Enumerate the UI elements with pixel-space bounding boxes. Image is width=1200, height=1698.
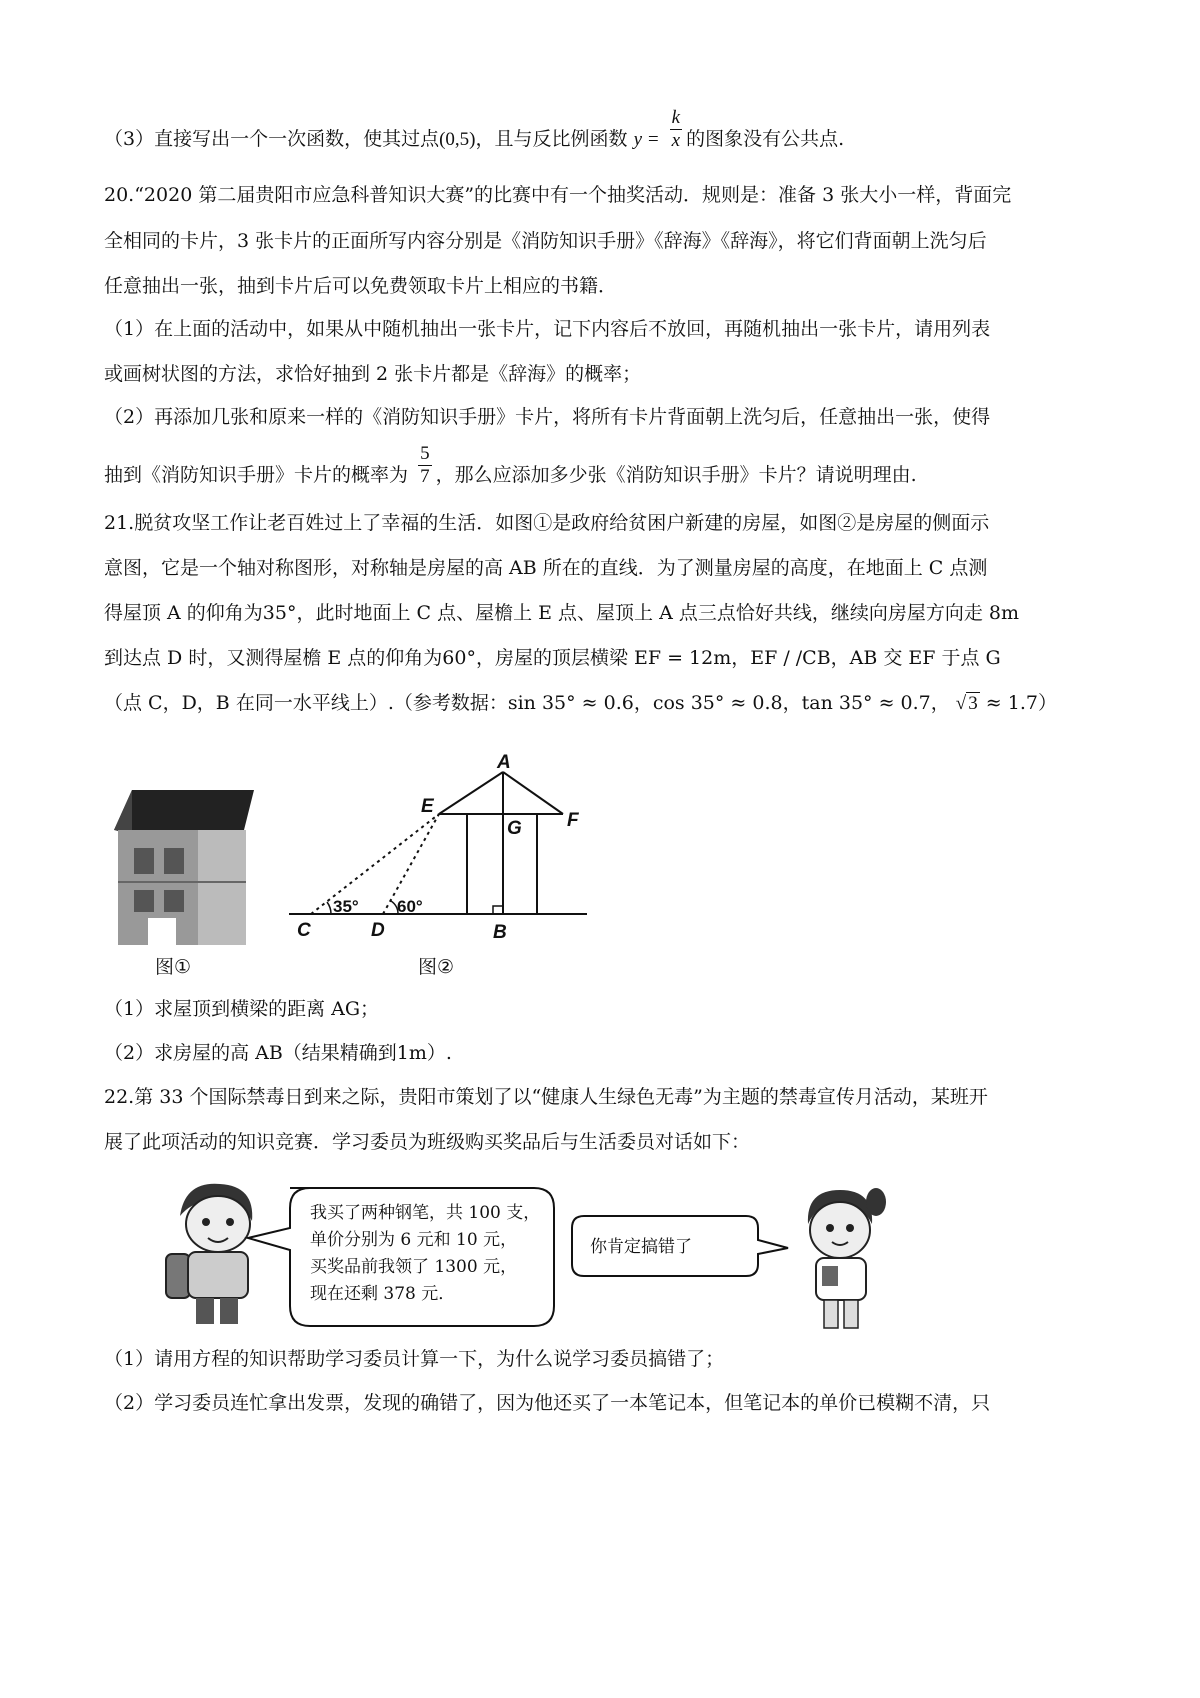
q19-part3-prefix: （3）直接写出一个一次函数，使其过点 xyxy=(104,128,440,150)
q22-line2: 展了此项活动的知识竞赛．学习委员为班级购买奖品后与生活委员对话如下： xyxy=(104,1131,751,1153)
q19-suffix: 的图象没有公共点. xyxy=(686,128,845,150)
label-C: C xyxy=(297,920,311,941)
boy-body xyxy=(188,1252,248,1298)
roof-left-edge xyxy=(439,772,503,814)
q22-line1: 22.第 33 个国际禁毒日到来之际，贵阳市策划了以“健康人生绿色无毒”为主题的禁毒宣传月活动，某班开 xyxy=(104,1086,988,1108)
q21-line5 xyxy=(104,690,1057,717)
figure2-caption: 图② xyxy=(418,956,455,978)
q20-part1-line1: （1）在上面的活动中，如果从中随机抽出一张卡片，记下内容后不放回，再随机抽出一张卡片，请用列表 xyxy=(104,318,991,340)
boy-eye xyxy=(226,1218,234,1226)
bubble2-text: 你肯定搞错了 xyxy=(590,1237,692,1257)
q19-part3 xyxy=(104,106,845,153)
house-door xyxy=(148,918,176,945)
boy-face xyxy=(186,1196,250,1252)
q20-part2-line1: （2）再添加几张和原来一样的《消防知识手册》卡片，将所有卡片背面朝上洗匀后，任意抽出一张，使得 xyxy=(104,406,991,428)
house-window xyxy=(164,890,184,912)
angle60-label: 60° xyxy=(397,897,423,916)
label-B: B xyxy=(493,922,507,943)
sqrt-radicand: 3 xyxy=(968,693,978,714)
q21-line5-suffix: ≈ 1.7） xyxy=(985,692,1057,714)
girl-book xyxy=(822,1266,838,1286)
house-window xyxy=(134,848,154,874)
q20-frac-num: 5 xyxy=(420,442,430,464)
bubble1-line: 单价分别为 6 元和 10 元， xyxy=(310,1230,518,1250)
q20-part1-line2: 或画树状图的方法，求恰好抽到 2 张卡片都是《辞海》的概率； xyxy=(104,363,642,385)
q21-line4: 到达点 D 时，又测得屋檐 E 点的仰角为60°，房屋的顶层横梁 EF = 12m，EF / /CB，AB 交 EF 于点 G xyxy=(104,647,1001,669)
label-G: G xyxy=(507,818,522,839)
boy-backpack xyxy=(166,1254,190,1298)
q19-fraction xyxy=(670,107,682,152)
q20-line1: 20.“2020 第二届贵阳市应急科普知识大赛”的比赛中有一个抽奖活动．规则是：准备 3 张大小一样，背面完 xyxy=(104,184,1012,206)
q22-part1: （1）请用方程的知识帮助学习委员计算一下，为什么说学习委员搞错了； xyxy=(104,1348,725,1370)
angle35-label: 35° xyxy=(333,897,359,916)
figure2-diagram xyxy=(285,752,615,944)
girl-legs xyxy=(824,1300,838,1328)
roof-right-edge xyxy=(503,772,563,814)
figure1-house xyxy=(104,790,264,950)
bubble1-line: 现在还剩 378 元． xyxy=(310,1284,456,1304)
house-window xyxy=(164,848,184,874)
right-angle-mark xyxy=(493,906,503,914)
q20-part2-line2 xyxy=(104,442,917,488)
girl-face xyxy=(810,1202,870,1258)
q20-line3: 任意抽出一张，抽到卡片后可以免费领取卡片上相应的书籍． xyxy=(104,275,618,297)
house-side-wall xyxy=(198,830,246,945)
q21-line5-prefix: （点 C，D，B 在同一水平线上）.（参考数据：sin 35° ≈ 0.6，cos 35° ≈ 0.8，tan 35° ≈ 0.7， xyxy=(104,692,950,714)
girl-eye xyxy=(846,1224,854,1232)
q20-part2-prefix: 抽到《消防知识手册》卡片的概率为 xyxy=(104,464,409,486)
girl-cartoon xyxy=(786,1180,896,1330)
label-D: D xyxy=(371,920,385,941)
boy-eye xyxy=(202,1218,210,1226)
girl-eye xyxy=(826,1224,834,1232)
q22-part2: （2）学习委员连忙拿出发票，发现的确错了，因为他还买了一本笔记本，但笔记本的单价已模糊不清，只 xyxy=(104,1392,991,1414)
bubble1-text xyxy=(310,1200,540,1308)
girl-legs xyxy=(844,1300,858,1328)
q19-frac-den: x xyxy=(671,129,681,151)
label-E: E xyxy=(421,796,434,817)
bubble1-line: 我买了两种钢笔，共 100 支， xyxy=(310,1203,541,1223)
boy-legs xyxy=(196,1298,214,1324)
house-window xyxy=(134,890,154,912)
label-A: A xyxy=(497,752,511,773)
q21-line1: 21.脱贫攻坚工作让老百姓过上了幸福的生活．如图①是政府给贫困户新建的房屋，如图②是房屋的侧面示 xyxy=(104,512,990,534)
house-roof xyxy=(114,790,254,830)
q19-y-eq: y = xyxy=(633,129,660,150)
q19-frac-num: k xyxy=(671,106,681,128)
q21-line3: 得屋顶 A 的仰角为35°，此时地面上 C 点、屋檐上 E 点、屋顶上 A 点三点恰好共线，继续向房屋方向走 8m xyxy=(104,602,1019,624)
q20-line2: 全相同的卡片，3 张卡片的正面所写内容分别是《消防知识手册》《辞海》《辞海》，将它们背面朝上洗匀后 xyxy=(104,230,987,252)
q21-part1: （1）求屋顶到横梁的距离 AG； xyxy=(104,998,380,1020)
girl-ponytail xyxy=(866,1188,886,1216)
q19-point: (0,5) xyxy=(439,129,476,150)
label-F: F xyxy=(567,810,579,831)
q21-line2: 意图，它是一个轴对称图形，对称轴是房屋的高 AB 所在的直线．为了测量房屋的高度，在地面上 C 点测 xyxy=(104,557,988,579)
q20-fraction xyxy=(418,443,432,488)
angle35-arc xyxy=(327,902,331,914)
bubble1-line: 买奖品前我领了 1300 元， xyxy=(310,1257,518,1277)
q21-part2: （2）求房屋的高 AB（结果精确到1m）. xyxy=(104,1042,452,1064)
house-roof-side xyxy=(114,790,132,835)
sqrt-symbol: √ 3 xyxy=(955,693,978,714)
q20-frac-den: 7 xyxy=(420,465,430,487)
q19-mid: ，且与反比例函数 xyxy=(475,128,628,150)
q20-part2-suffix: ，那么应添加多少张《消防知识手册》卡片？请说明理由. xyxy=(435,464,917,486)
boy-legs xyxy=(220,1298,238,1324)
figure1-caption: 图① xyxy=(155,956,192,978)
